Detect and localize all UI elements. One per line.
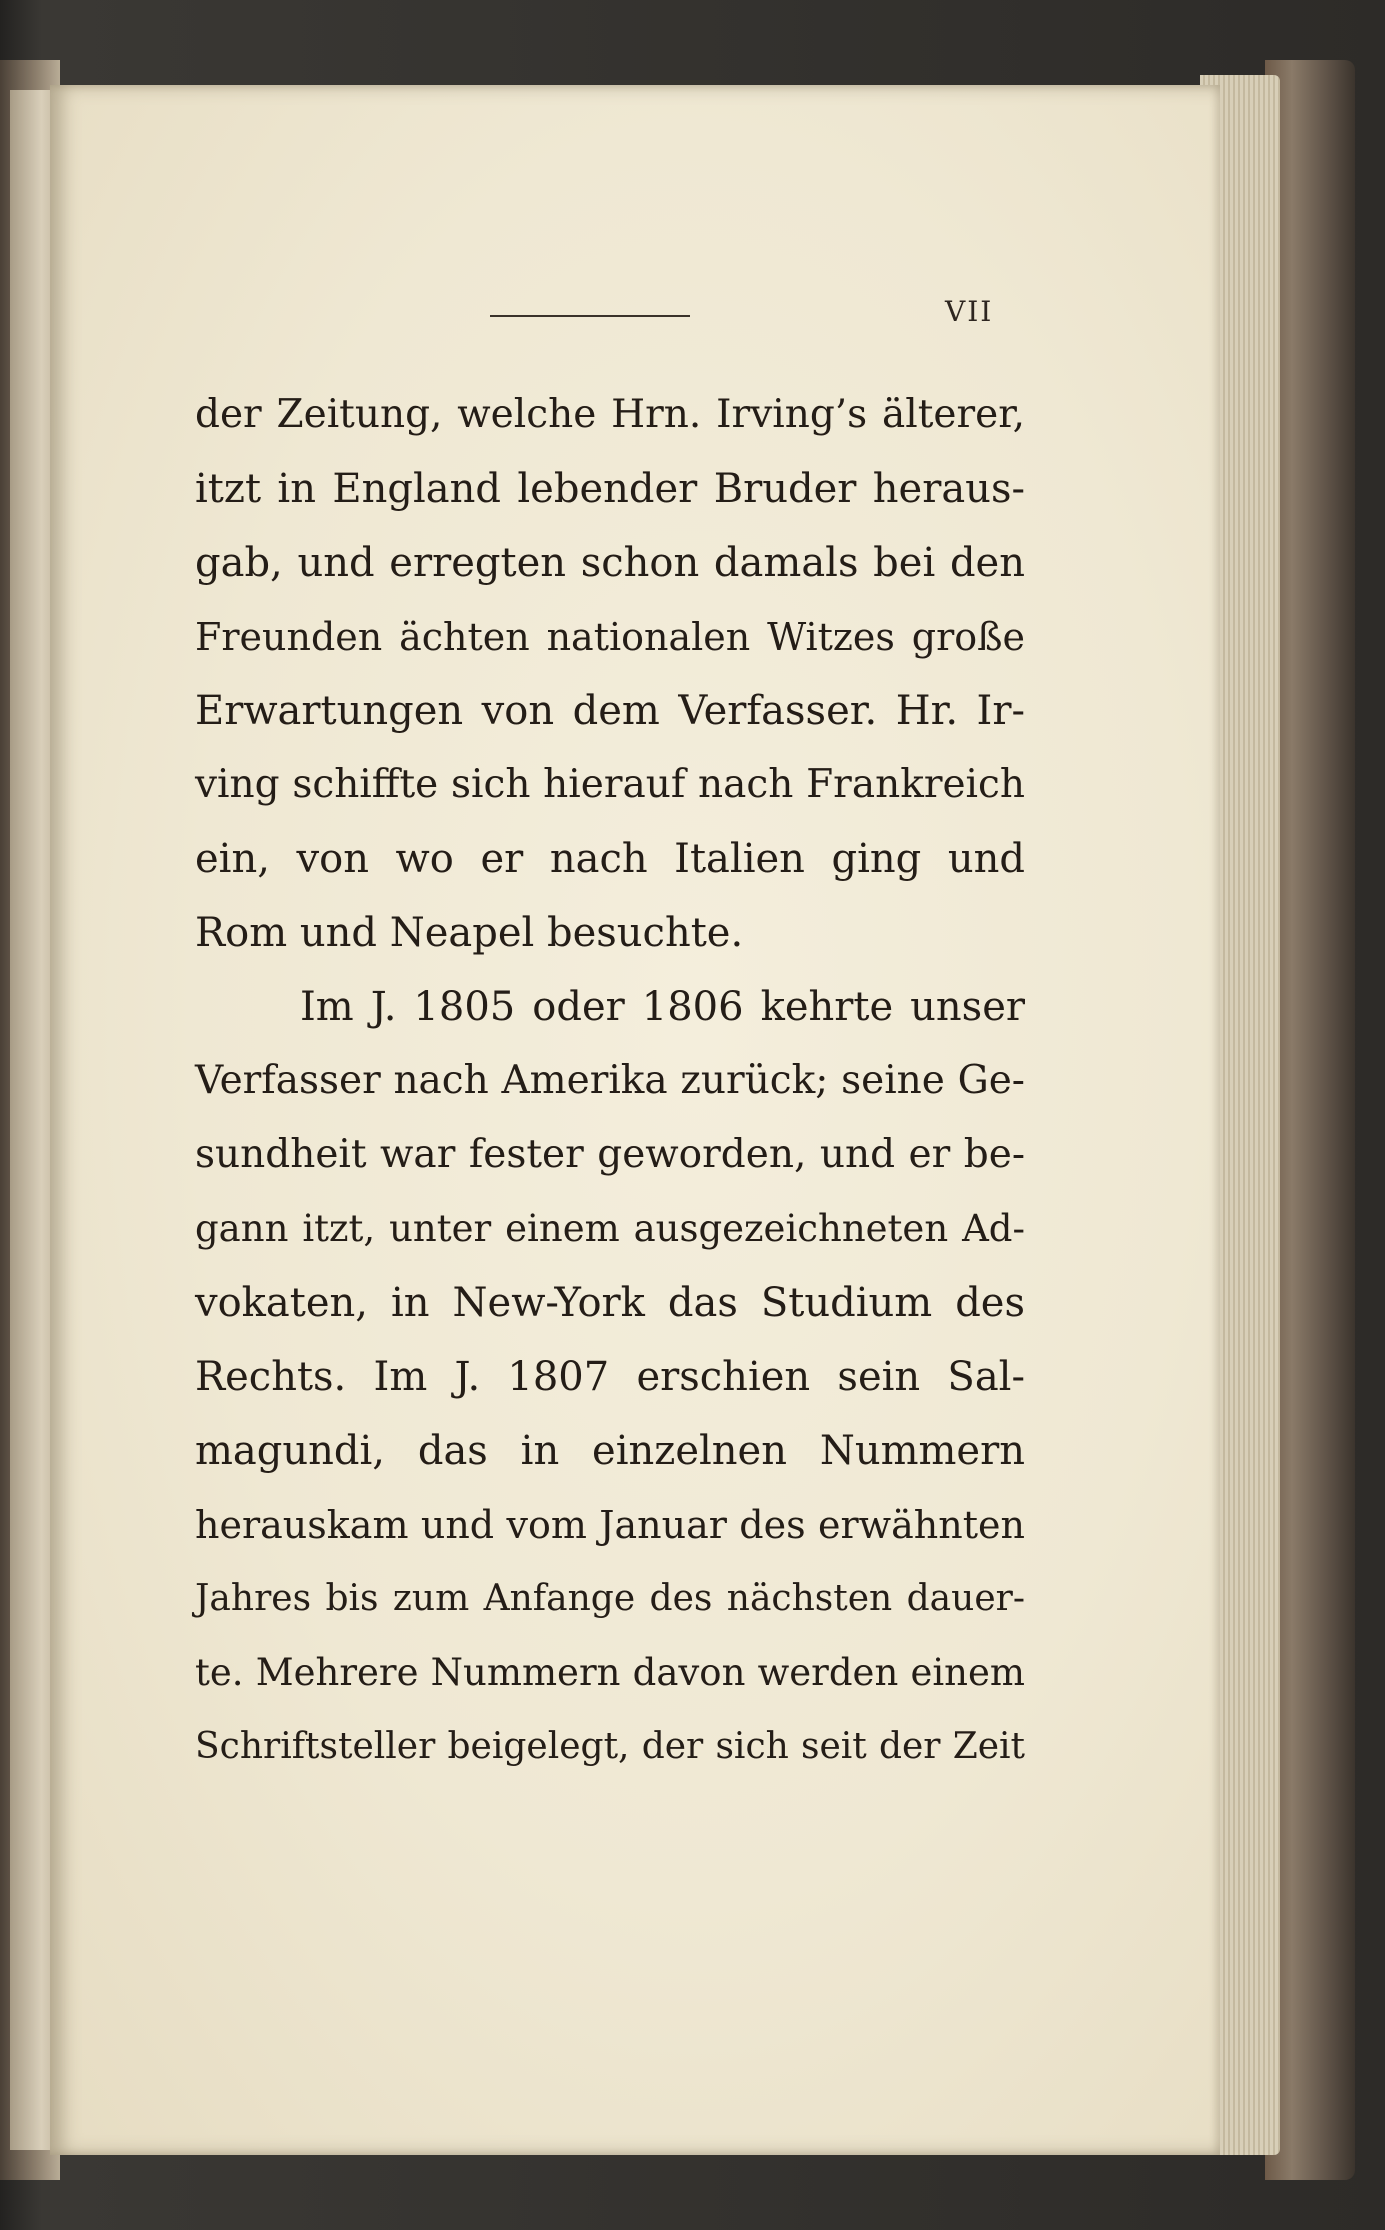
- text-line: Erwartungen von dem Verfasser. Hr. Ir-: [195, 688, 1025, 734]
- text-line: Jahres bis zum Anfange des nächsten dauer-: [195, 1578, 1025, 1619]
- text-line: herauskam und vom Januar des erwähnten: [195, 1503, 1025, 1547]
- text-line: ein, von wo er nach Italien ging und: [195, 836, 1025, 882]
- text-line: ving schiffte sich hierauf nach Frankreich: [195, 762, 1025, 807]
- text-line: gab, und erregten schon damals bei den: [195, 540, 1025, 586]
- text-line: der Zeitung, welche Hrn. Irving’s älterer,: [195, 392, 1025, 437]
- text-line: Rom und Neapel besuchte.: [195, 910, 744, 956]
- text-line: sundheit war fester geworden, und er be-: [195, 1132, 1025, 1177]
- text-line: gann itzt, unter einem ausgezeichneten Ad-: [195, 1207, 1025, 1250]
- facing-page-edge: [10, 90, 55, 2150]
- text-line: Verfasser nach Amerika zurück; seine Ge-: [195, 1058, 1025, 1103]
- text-line: vokaten, in New-York das Studium des: [195, 1280, 1025, 1326]
- text-line: magundi, das in einzelnen Nummern: [195, 1428, 1025, 1474]
- header-rule: [490, 315, 690, 317]
- text-line: Schriftsteller beigelegt, der sich seit der Zeit: [195, 1726, 1025, 1767]
- text-line: te. Mehrere Nummern davon werden einem: [195, 1651, 1025, 1694]
- text-line: Im J. 1805 oder 1806 kehrte unser: [300, 984, 1025, 1030]
- body-text: [195, 378, 1025, 1784]
- page-number: VII: [945, 295, 994, 328]
- text-line: Freunden ächten nationalen Witzes große: [195, 615, 1025, 659]
- text-line: itzt in England lebender Bruder heraus-: [195, 466, 1025, 512]
- text-line: Rechts. Im J. 1807 erschien sein Sal-: [195, 1354, 1025, 1400]
